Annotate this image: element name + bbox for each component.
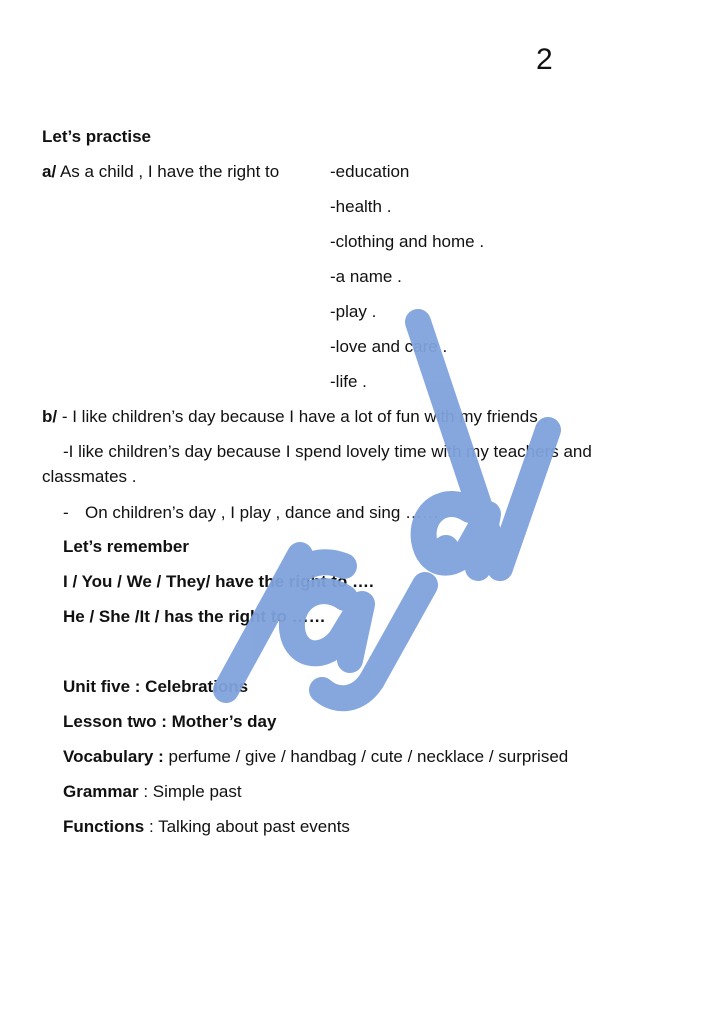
- right-item: -clothing and home .: [330, 232, 485, 251]
- vocabulary-text: perfume / give / handbag / cute / necklace / surprised: [163, 747, 569, 766]
- part-b-line-2: -I like children’s day because I spend lovely time with my teachers and: [63, 442, 592, 461]
- right-item: -life .: [330, 372, 367, 391]
- part-b-line-3: On children’s day , I play , dance and sing ……: [85, 503, 440, 522]
- right-item: -education: [330, 162, 410, 181]
- part-b-text-1: - I like children’s day because I have a lot of fun with my friends .: [57, 407, 548, 426]
- part-a-line: [42, 161, 279, 183]
- functions-text: : Talking about past events: [144, 817, 350, 836]
- functions-label: Functions: [63, 817, 145, 836]
- right-item: -love and care .: [330, 337, 448, 356]
- part-a-text: As a child , I have the right to: [56, 162, 280, 181]
- functions-line: [63, 816, 350, 838]
- page-number: 2: [536, 43, 553, 76]
- right-item: -play .: [330, 302, 377, 321]
- vocabulary-line: [63, 746, 568, 768]
- part-b-line-1: [42, 406, 547, 428]
- part-b-line-3-dash: -: [63, 503, 69, 522]
- watermark-j-dot: [444, 548, 446, 552]
- remember-heading: Let’s remember: [63, 537, 189, 556]
- grammar-rule-1: I / You / We / They/ have the right to ….: [63, 572, 374, 591]
- vocabulary-label: Vocabulary :: [63, 747, 164, 766]
- grammar-line: [63, 781, 242, 803]
- practise-heading: Let’s practise: [42, 127, 151, 146]
- watermark-j-stem: [372, 585, 425, 680]
- part-b-marker: b/: [42, 407, 58, 426]
- part-b-line-2-continued: classmates .: [42, 467, 137, 486]
- lesson-title: Lesson two : Mother’s day: [63, 712, 277, 731]
- part-a-marker: a/: [42, 162, 57, 181]
- right-item: -health .: [330, 197, 392, 216]
- right-item: -a name .: [330, 267, 402, 286]
- grammar-text: : Simple past: [138, 782, 242, 801]
- grammar-label: Grammar: [63, 782, 139, 801]
- unit-title: Unit five : Celebrations: [63, 677, 249, 696]
- grammar-rule-2: He / She /It / has the right to ……: [63, 607, 326, 626]
- watermark-j-hook: [322, 680, 372, 698]
